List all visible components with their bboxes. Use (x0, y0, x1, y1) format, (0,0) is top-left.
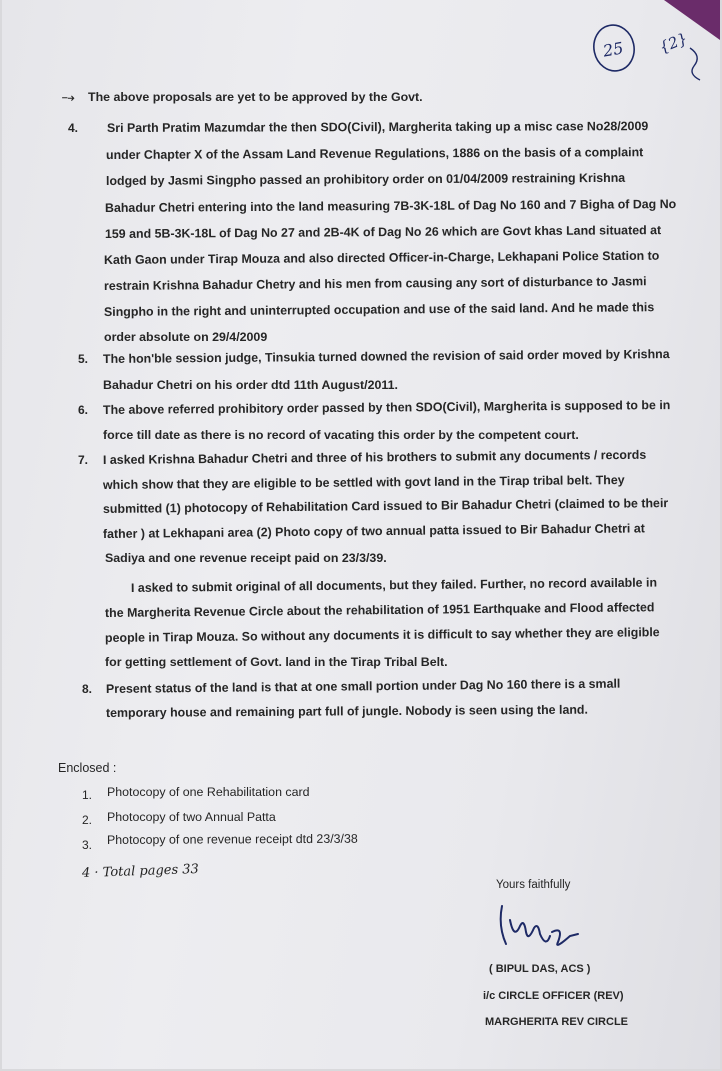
item-line: Sri Parth Pratim Mazumdar the then SDO(Civil), Margherita taking up a misc case No28/2009 (106, 119, 649, 135)
arrow-icon: ⤍ (62, 90, 75, 104)
item-line: Present status of the land is that at one small portion under Dag No 160 there is a small (105, 676, 621, 696)
item-line: I asked Krishna Bahadur Chetri and three of his brothers to submit any documents / records (102, 447, 647, 467)
item-line: force till date as there is no record of vacating this order by the competent court. (103, 428, 579, 442)
item-line: The above referred prohibitory order passed by then SDO(Civil), Margherita is supposed to be in (102, 398, 671, 417)
officer-name: ( BIPUL DAS, ACS ) (489, 963, 591, 975)
item-line: which show that they are eligible to be settled with govt land in the Tirap tribal belt. They (102, 472, 625, 492)
item-line: Singpho in the right and uninterrupted occupation and use of the said land. And he made this (103, 300, 655, 319)
enclosure-item: Photocopy of two Annual Patta (107, 810, 276, 824)
enclosure-number: 3. (82, 838, 93, 852)
enclosure-item: Photocopy of one revenue receipt dtd 23/3/38 (106, 831, 358, 847)
office-name: MARGHERITA REV CIRCLE (485, 1016, 628, 1028)
item-line: the Margherita Revenue Circle about the rehabilitation of 1951 Earthquake and Flood affected (104, 600, 655, 620)
corner-scribble (686, 44, 706, 84)
item-line: submitted (1) photocopy of Rehabilitation Card issued to Bir Bahadur Chetri (claimed to be their (102, 496, 669, 516)
item-number: 4. (68, 121, 79, 135)
enclosure-number: 2. (82, 813, 93, 827)
enclosed-title: Enclosed : (58, 761, 117, 775)
corner-mark: {2} (656, 29, 690, 57)
item-line: restrain Krishna Bahadur Chetry and his men from causing any sort of disturbance to Jasmi (103, 274, 647, 293)
item-line: for getting settlement of Govt. land in the Tirap Tribal Belt. (105, 655, 448, 669)
item-line: father ) at Lekhapani area (2) Photo copy of two annual patta issued to Bir Bahadur Chetri at (102, 521, 645, 541)
page-number: 25 (601, 38, 625, 61)
item-line: 159 and 5B-3K-18L of Dag No 27 and 2B-4K of Dag No 26 which are Govt khas Land situated at (104, 223, 662, 241)
item-line: Sadiya and one revenue receipt paid on 23/3/39. (105, 551, 387, 565)
letter-page (2, 0, 720, 1069)
item-line: order absolute on 29/4/2009 (104, 330, 268, 344)
item-number: 6. (78, 403, 89, 417)
item-line: Kath Gaon under Tirap Mouza and also directed Officer-in-Charge, Lekhapani Police Station to (103, 248, 660, 267)
item-number: 8. (82, 682, 93, 696)
intro-line: The above proposals are yet to be approved by the Govt. (88, 90, 423, 104)
item-number: 5. (78, 352, 89, 366)
item-line: under Chapter X of the Assam Land Revenue Regulations, 1886 on the basis of a complaint (105, 145, 644, 162)
enclosure-number: 1. (82, 788, 93, 802)
item-line: I asked to submit original of all documents, but they failed. Further, no record available in (130, 575, 658, 595)
closing: Yours faithfully (496, 879, 571, 891)
item-line: people in Tirap Mouza. So without any documents it is difficult to say whether they are eligible (104, 625, 660, 645)
item-line: temporary house and remaining part full of jungle. Nobody is seen using the land. (105, 702, 588, 720)
item-line: lodged by Jasmi Singpho passed an prohibitory order on 01/04/2009 restraining Krishna (105, 170, 626, 188)
officer-designation: i/c CIRCLE OFFICER (REV) (483, 990, 624, 1002)
signature (480, 896, 590, 956)
item-number: 7. (78, 453, 89, 467)
enclosure-item: Photocopy of one Rehabilitation card (107, 785, 310, 799)
item-line: Bahadur Chetri entering into the land measuring 7B-3K-18L of Dag No 160 and 7 Bigha of Dag No (104, 197, 677, 215)
item-line: Bahadur Chetri on his order dtd 11th August/2011. (103, 378, 398, 392)
item-line: The hon'ble session judge, Tinsukia turned downed the revision of said order moved by Krishna (102, 347, 670, 366)
handwritten-note: 4 · Total pages 33 (81, 861, 200, 882)
